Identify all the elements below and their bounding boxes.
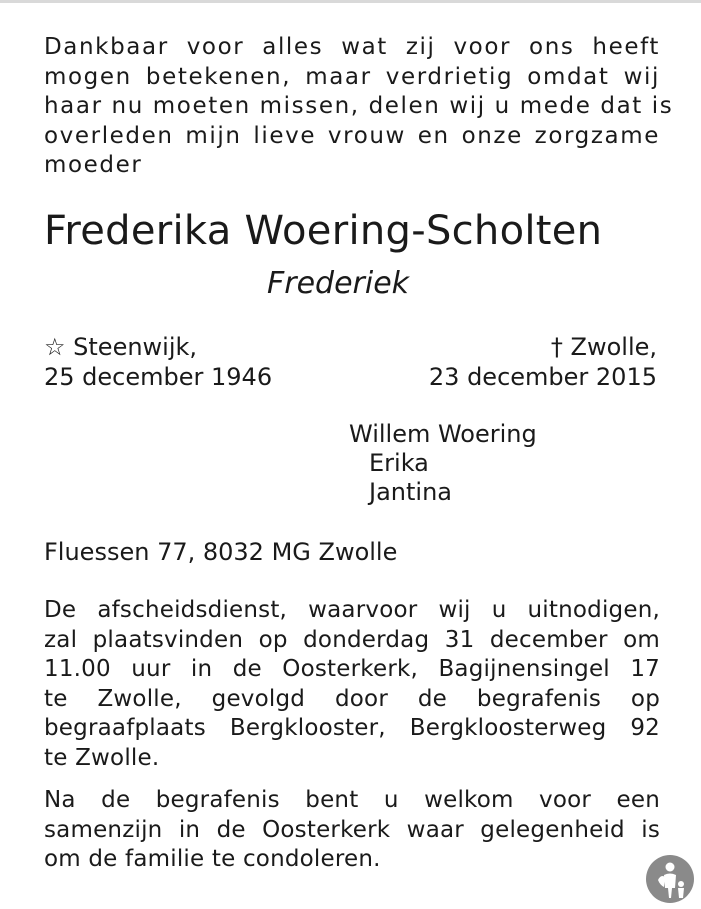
memorial-figure-icon	[645, 854, 695, 904]
family-list	[349, 420, 537, 507]
after-line: om de familie te condoleren.	[44, 846, 381, 872]
service-line: te Zwolle.	[44, 744, 160, 771]
deceased-name: Frederika Woering-Scholten	[44, 208, 603, 254]
star-icon: ☆	[44, 333, 66, 361]
service-line: zal plaatsvinden op donderdag 31 december om	[44, 626, 660, 653]
address: Fluessen 77, 8032 MG Zwolle	[44, 538, 398, 566]
death-place: Zwolle,	[570, 333, 657, 361]
after-text	[44, 786, 660, 875]
death-info	[429, 332, 657, 392]
intro-line: mogen betekenen, maar verdrietig omdat wij	[44, 63, 660, 90]
service-line: De afscheidsdienst, waarvoor wij u uitnodigen,	[44, 597, 660, 623]
birth-date: 25 december 1946	[44, 363, 273, 391]
service-line: begraafplaats Bergklooster, Bergkloosterweg 92	[44, 715, 660, 741]
intro-line: Dankbaar voor alles wat zij voor ons heeft	[44, 34, 660, 60]
cross-icon: †	[550, 333, 563, 361]
top-border	[0, 0, 701, 3]
service-text	[44, 596, 660, 773]
intro-line: overleden mijn lieve vrouw en onze zorgzame	[44, 122, 660, 149]
after-line: Na de begrafenis bent u welkom voor een	[44, 787, 660, 813]
intro-line: moeder	[44, 152, 143, 178]
intro-line: haar nu moeten missen, delen wij u mede dat is	[44, 93, 674, 119]
death-date: 23 december 2015	[428, 363, 657, 391]
deceased-nickname: Frederiek	[267, 266, 410, 301]
child-name: Jantina	[369, 478, 452, 506]
after-line: samenzijn in de Oosterkerk waar gelegenheid is	[44, 816, 660, 843]
birth-place: Steenwijk,	[73, 333, 198, 361]
birth-info	[44, 332, 272, 392]
service-line: te Zwolle, gevolgd door de begrafenis op	[44, 685, 660, 712]
child-name: Erika	[369, 449, 429, 477]
intro-text	[44, 33, 674, 181]
spouse-name: Willem Woering	[349, 420, 537, 448]
service-line: 11.00 uur in de Oosterkerk, Bagijnensingel 17	[44, 656, 660, 682]
